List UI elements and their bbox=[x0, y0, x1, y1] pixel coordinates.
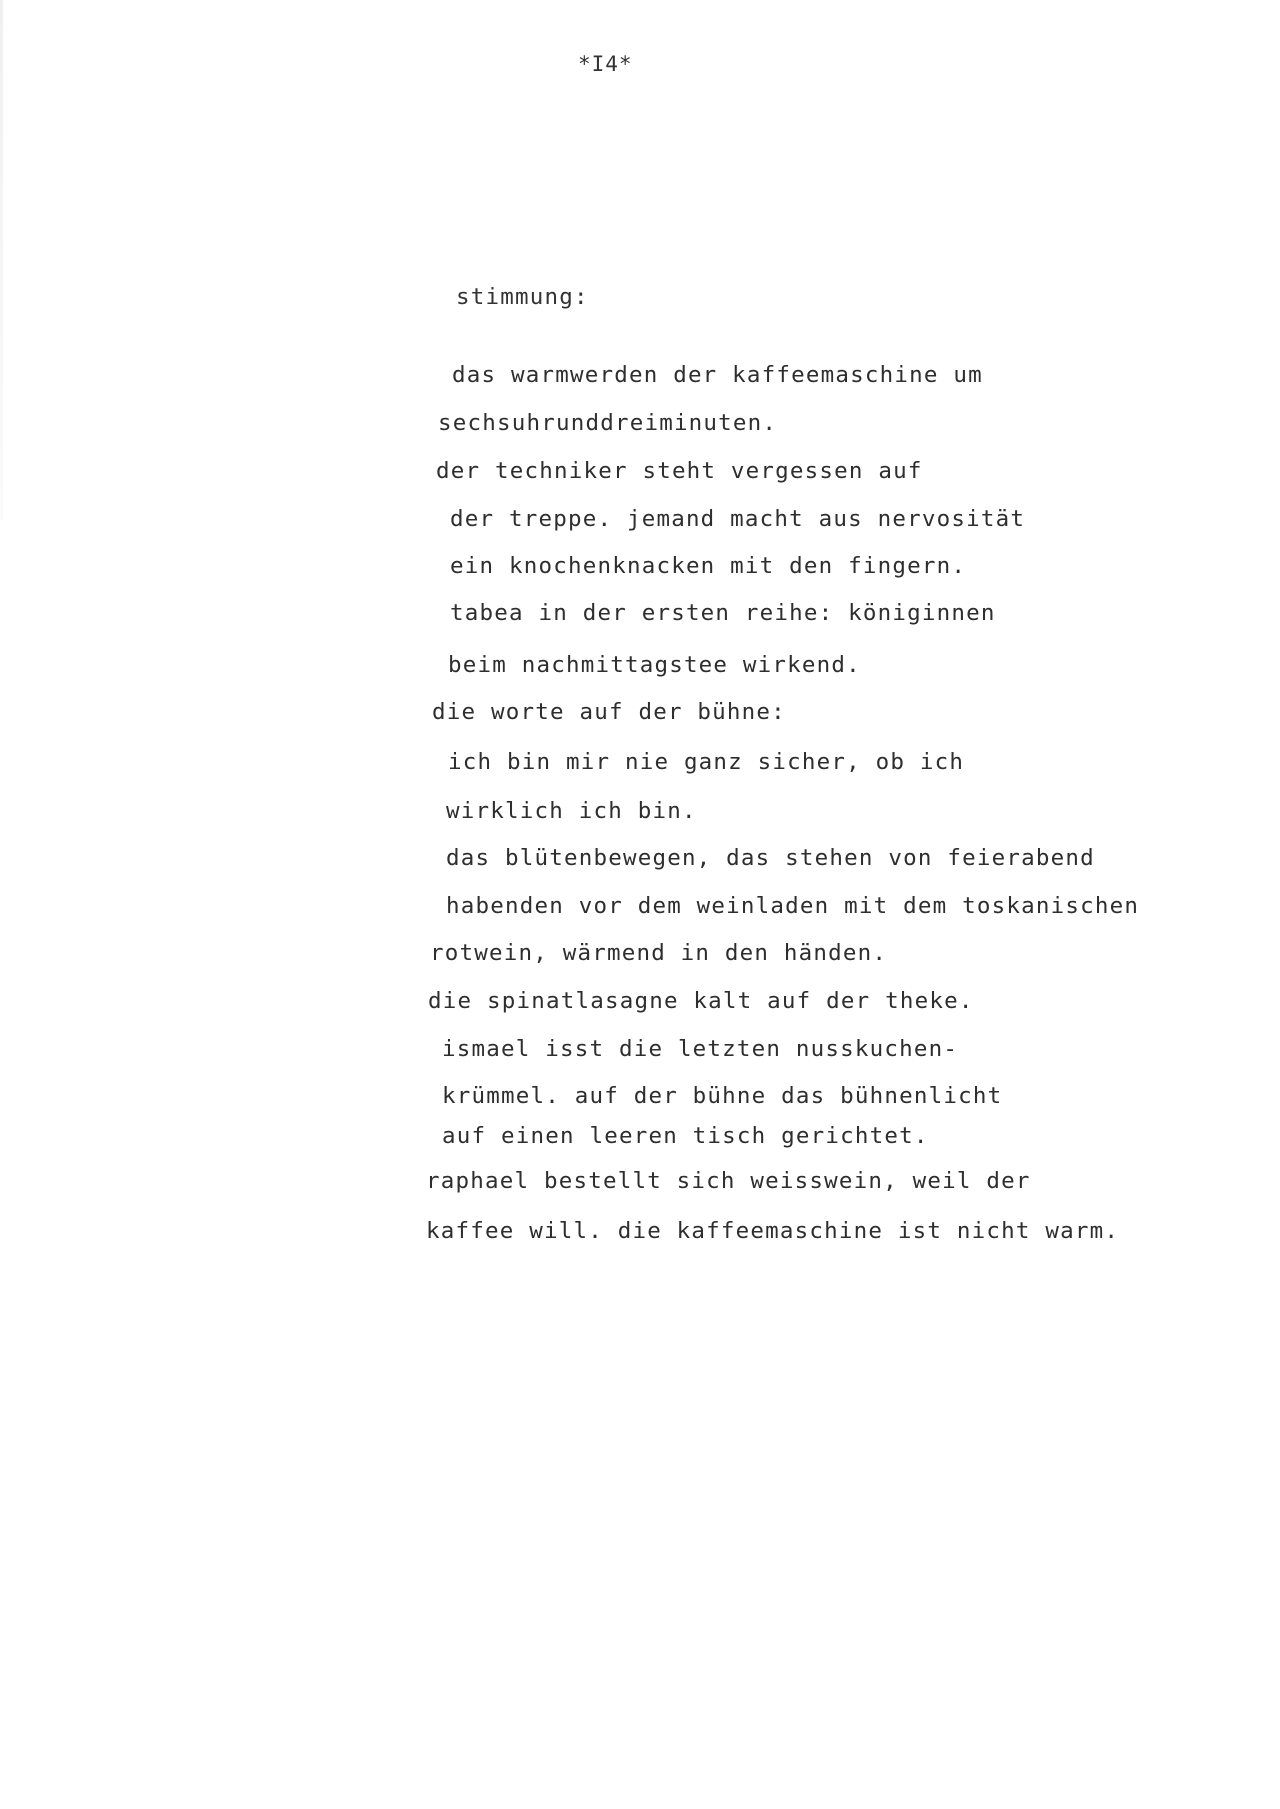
poem-line: krümmel. auf der bühne das bühnenlicht bbox=[442, 1083, 1003, 1109]
poem-line: raphael bestellt sich weisswein, weil der bbox=[426, 1168, 1031, 1194]
poem-line: wirklich ich bin. bbox=[446, 798, 697, 824]
poem-line: tabea in der ersten reihe: königinnen bbox=[450, 600, 996, 626]
poem-line: der techniker steht vergessen auf bbox=[436, 458, 923, 484]
poem-line: das warmwerden der kaffeemaschine um bbox=[452, 362, 983, 388]
poem-line: kaffee will. die kaffeemaschine ist nicht warm. bbox=[426, 1218, 1120, 1244]
poem-line: der treppe. jemand macht aus nervosität bbox=[450, 506, 1026, 532]
poem-line: sechsuhrunddreiminuten. bbox=[438, 410, 778, 436]
poem-line: das blütenbewegen, das stehen von feierabend bbox=[446, 845, 1095, 871]
poem-line: rotwein, wärmend in den händen. bbox=[430, 940, 888, 966]
poem-line: ein knochenknacken mit den fingern. bbox=[450, 553, 967, 579]
poem-line: habenden vor dem weinladen mit dem toskanischen bbox=[446, 893, 1140, 919]
poem-line: die spinatlasagne kalt auf der theke. bbox=[428, 988, 974, 1014]
poem-line: die worte auf der bühne: bbox=[432, 699, 786, 725]
poem-line: beim nachmittagstee wirkend. bbox=[448, 652, 861, 678]
page-number: *I4* bbox=[578, 52, 633, 76]
poem-title: stimmung: bbox=[456, 284, 589, 310]
page-edge-shadow bbox=[0, 0, 3, 520]
poem-line: ich bin mir nie ganz sicher, ob ich bbox=[448, 749, 965, 775]
poem-line: auf einen leeren tisch gerichtet. bbox=[442, 1123, 929, 1149]
poem-line: ismael isst die letzten nusskuchen- bbox=[442, 1036, 959, 1062]
